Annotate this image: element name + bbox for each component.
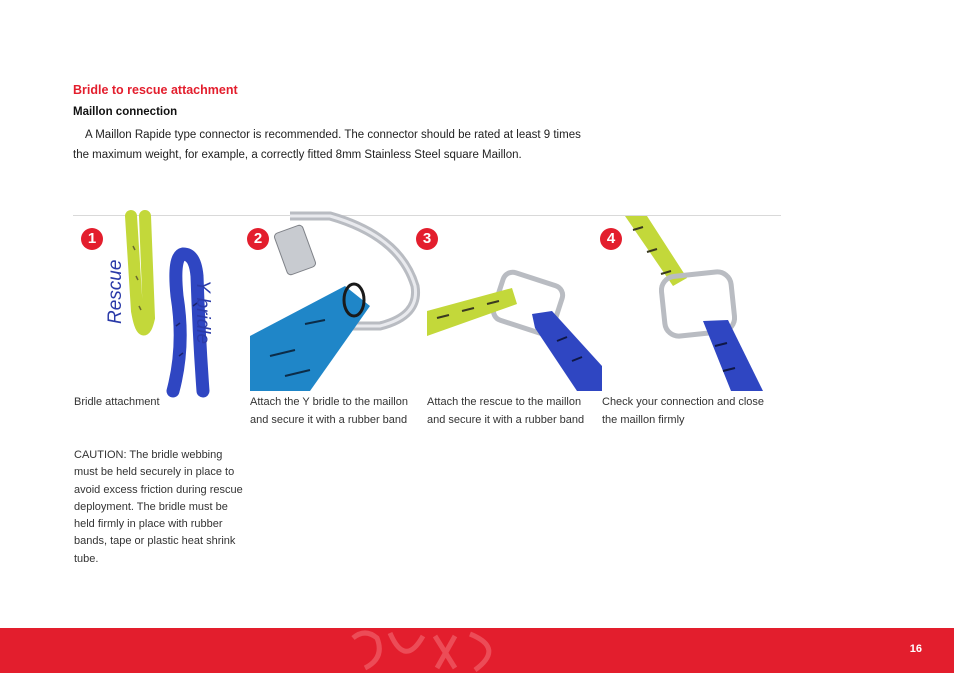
intro-line-2: the maximum weight, for example, a correctly fitted 8mm Stainless Steel square Maillon. xyxy=(73,149,522,161)
step-3-badge: 3 xyxy=(416,228,438,250)
section-title: Bridle to rescue attachment xyxy=(73,83,238,97)
footer-bar xyxy=(0,628,954,673)
page-number: 16 xyxy=(909,643,922,655)
step-2-caption: Attach the Y bridle to the maillon and secure it with a rubber band xyxy=(250,396,408,426)
brand-watermark-icon xyxy=(345,628,515,673)
step-3-photo xyxy=(422,216,602,391)
step-1-badge: 1 xyxy=(81,228,103,250)
subsection-title: Maillon connection xyxy=(73,106,178,118)
step-2-badge: 2 xyxy=(247,228,269,250)
intro-line-1: A Maillon Rapide type connector is recommended. The connector should be rated at least 9 times xyxy=(85,129,581,141)
step-4-photo xyxy=(603,216,779,391)
step-1-photo xyxy=(73,216,249,391)
step-3-caption: Attach the rescue to the maillon and secure it with a rubber band xyxy=(427,396,585,426)
step-2-photo xyxy=(250,216,426,391)
rescue-label: Rescue xyxy=(105,259,126,324)
ybridle-label: Y bridle xyxy=(192,280,213,345)
step-4-caption: Check your connection and close the maillon firmly xyxy=(602,396,765,426)
step-4-badge: 4 xyxy=(600,228,622,250)
intro-paragraph xyxy=(73,125,593,165)
caution-note: CAUTION: The bridle webbing must be held securely in place to avoid excess friction during rescue deployment. The bridle must be held firmly in place with rubber bands, tape or plastic heat shrink tube. xyxy=(74,449,243,565)
step-1-caption: Bridle attachment xyxy=(74,396,160,408)
